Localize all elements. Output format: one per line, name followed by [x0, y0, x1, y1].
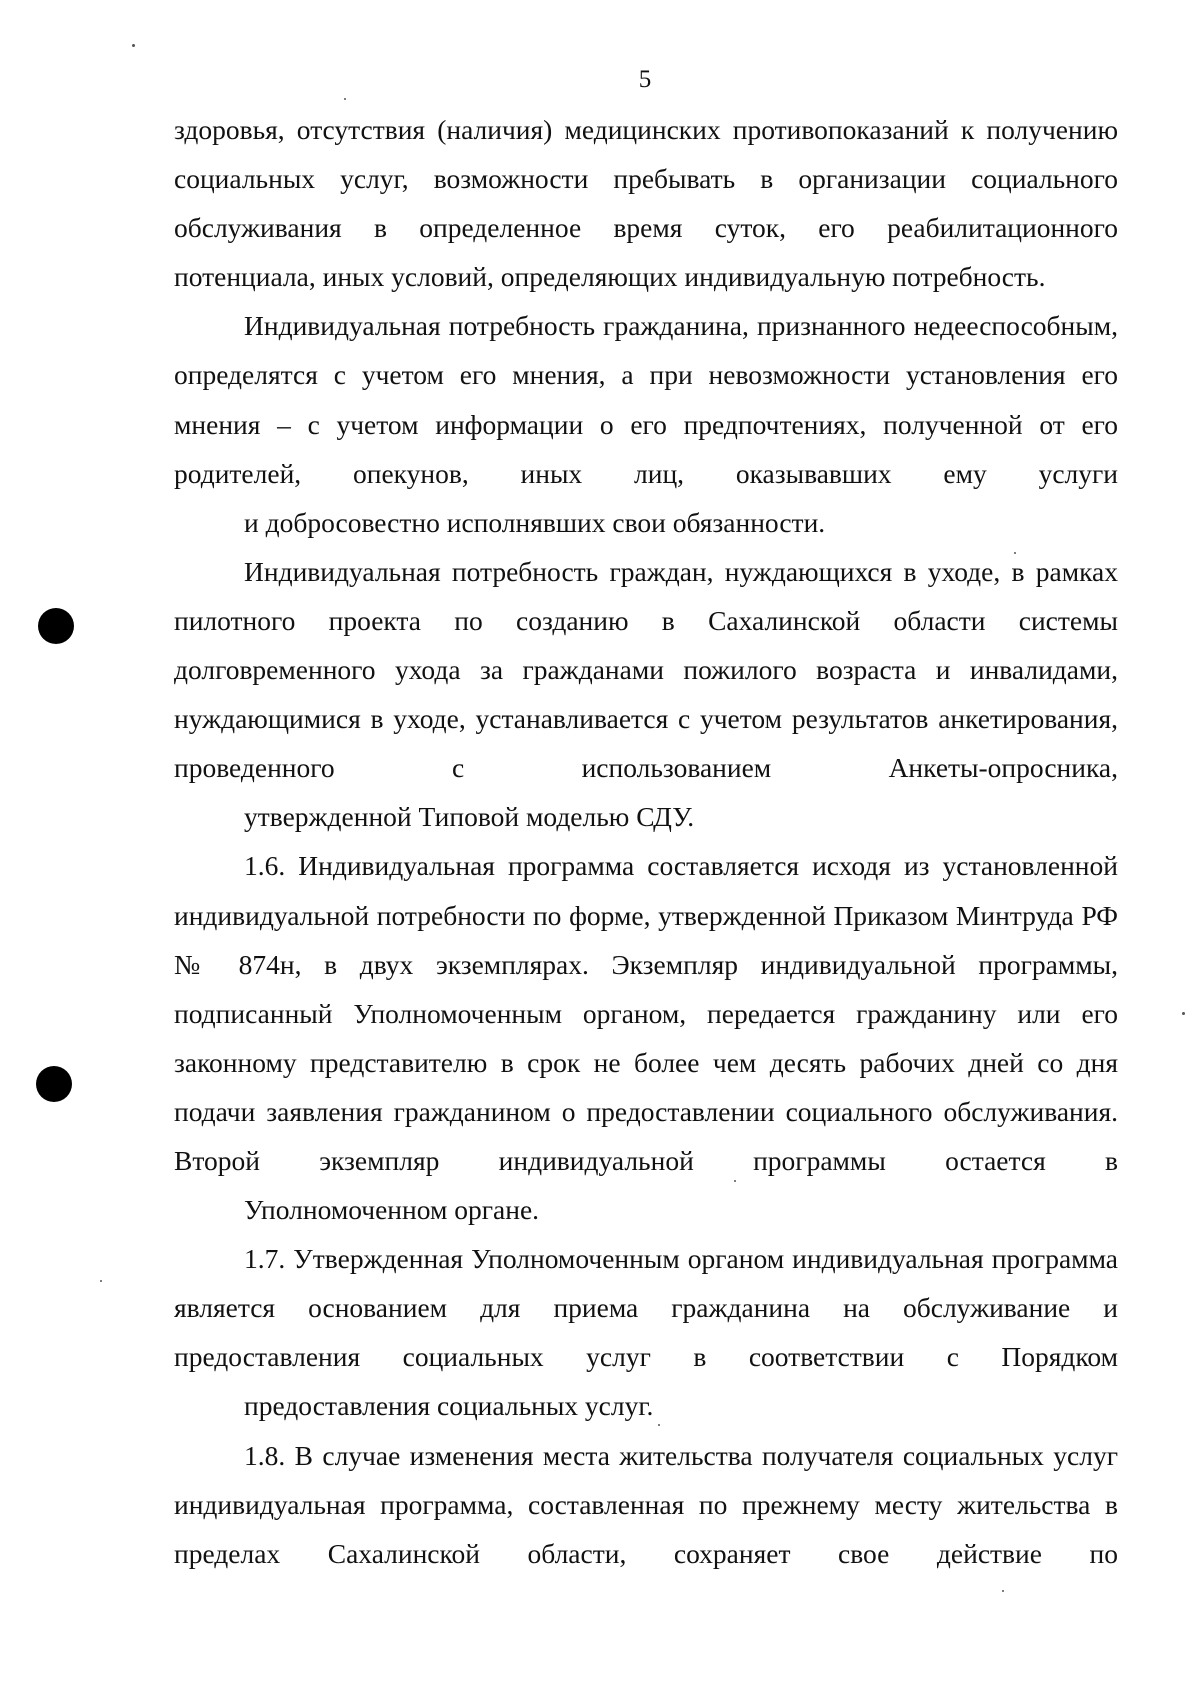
text-line: Индивидуальная потребность гражданина, признанного: [244, 310, 906, 342]
text-line: РФ № 874н, в двух экземплярах. Экземпляр индивидуальной программы,: [174, 899, 1119, 980]
text-line: 1.7. Утвержденная Уполномоченным органом индивидуальная: [244, 1243, 984, 1275]
scan-speck: [1182, 1012, 1185, 1015]
paragraph-section-1-6: [174, 841, 1118, 1234]
text-line: Индивидуальная потребность граждан, нуждающихся в уходе, в рамках: [244, 555, 1118, 587]
paragraph-incapable-citizen: [174, 301, 1118, 546]
punch-hole-top: [38, 608, 74, 644]
text-line: социальных услуг, возможности пребывать в организации социального: [174, 163, 1118, 195]
text-line: полученной от его родителей, опекунов, иных лиц, оказывавших ему услуги: [174, 408, 1119, 489]
text-line-last: предоставления социальных услуг.: [244, 1390, 654, 1422]
text-line: предоставления социальных услуг в соответствии с Порядком: [174, 1341, 1118, 1373]
text-line: услуг индивидуальная программа, составленная по прежнему месту: [174, 1439, 1118, 1520]
text-line-last: Уполномоченном органе.: [244, 1194, 540, 1226]
text-line: здоровья, отсутствия (наличия) медицинских противопоказаний к получению: [174, 114, 1118, 145]
paragraph-section-1-8: [174, 1431, 1118, 1578]
text-line: жительства в пределах Сахалинской области, сохраняет свое действие по: [174, 1488, 1118, 1569]
paragraph-health-conditions: [174, 105, 1118, 301]
text-line: подачи заявления гражданином о предоставлении социального: [174, 1095, 933, 1127]
text-line: индивидуальной потребности по форме, утвержденной Приказом Минтруда: [174, 899, 1074, 931]
paragraph-long-term-care: [174, 547, 1118, 842]
scan-speck: [132, 44, 135, 47]
text-line-last: потенциала, иных условий, определяющих индивидуальную потребность.: [174, 261, 1046, 293]
paragraph-section-1-7: [174, 1234, 1118, 1430]
text-line: 1.6. Индивидуальная программа составляется исходя из установленной: [244, 850, 1118, 882]
page-number: 5: [638, 66, 652, 93]
text-line: долговременного ухода за гражданами пожилого возраста и инвалидами,: [174, 654, 1118, 686]
text-line: пилотного проекта по созданию в Сахалинской области системы: [174, 604, 1118, 636]
scan-speck: [344, 98, 346, 100]
text-line-last: и добросовестно исполнявших свои обязанности.: [244, 506, 826, 538]
scan-speck: [1002, 1590, 1004, 1592]
text-line: обслуживания в определенное время суток, его реабилитационного: [174, 212, 1118, 244]
scan-speck: [100, 1280, 102, 1282]
text-line: подписанный Уполномоченным органом, передается гражданину или его: [174, 997, 1118, 1029]
text-line: недееспособным, определятся с учетом его мнения, а при невозможности: [174, 310, 1118, 391]
document-body: [174, 105, 1118, 1578]
text-line: анкетирования, проведенного с использованием Анкеты-опросника,: [174, 703, 1119, 784]
text-line: законному представителю в срок не более чем десять рабочих дней со дня: [174, 1046, 1118, 1078]
text-line: 1.8. В случае изменения места жительства получателя социальных: [244, 1439, 1044, 1471]
text-line: программа является основанием для приема гражданина на обслуживание и: [174, 1243, 1118, 1324]
text-line: установления его мнения – с учетом информации о его предпочтениях,: [174, 359, 1119, 440]
text-line-last: утвержденной Типовой моделью СДУ.: [244, 801, 695, 833]
text-line: нуждающимися в уходе, устанавливается с учетом результатов: [174, 703, 929, 735]
text-line: обслуживания. Второй экземпляр индивидуальной программы остается в: [174, 1095, 1119, 1176]
punch-hole-bottom: [36, 1066, 72, 1102]
